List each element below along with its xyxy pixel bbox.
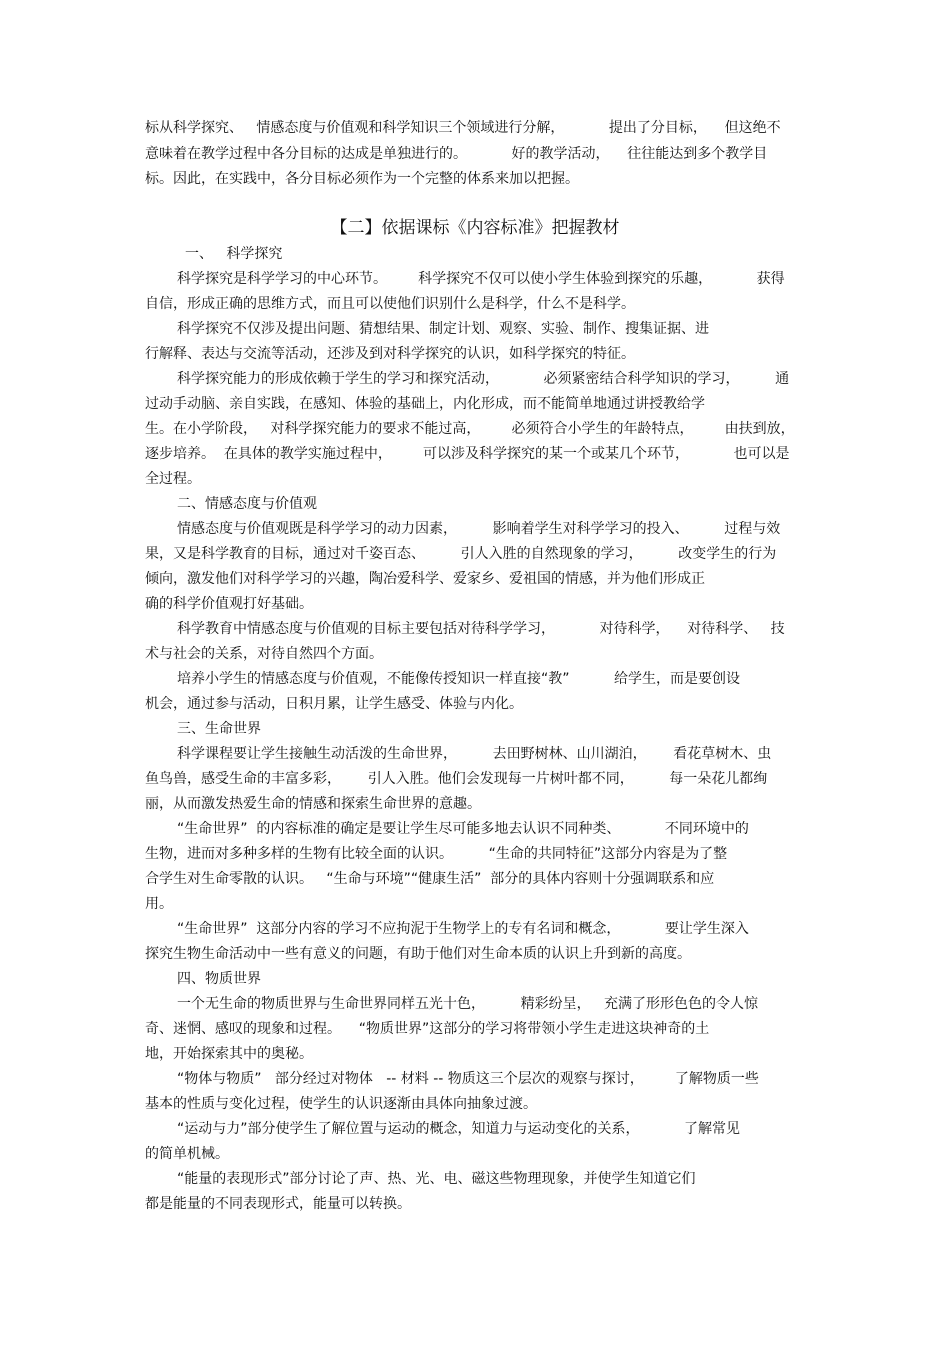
paragraph-line: 科学课程要让学生接触生动活泼的生命世界， 去田野树林、山川湖泊， 看花草树木、虫 [177, 746, 772, 762]
paragraph-line: 的简单机械。 [145, 1146, 229, 1162]
paragraph-line: 自信，形成正确的思维方式，而且可以使他们识别什么是科学，什么不是科学。 [145, 296, 635, 312]
subsection-heading: 四、物质世界 [177, 971, 261, 987]
paragraph-line: 合学生对生命零散的认识。 “生命与环境”“健康生活” 部分的具体内容则十分强调联系和应 [145, 871, 715, 887]
paragraph-line: 标从科学探究、 情感态度与价值观和科学知识三个领域进行分解， 提出了分目标， 但这绝不 [145, 120, 781, 136]
paragraph-line: 逐步培养。 在具体的教学实施过程中， 可以涉及科学探究的某一个或某几个环节， 也可以是 [145, 446, 790, 462]
paragraph-line: 生物，进而对多种多样的生物有比较全面的认识。 “生命的共同特征”这部分内容是为了整 [145, 846, 728, 862]
paragraph-line: “生命世界” 的内容标准的确定是要让学生尽可能多地去认识不同种类、 不同环境中的 [177, 821, 749, 837]
paragraph-line: 术与社会的关系，对待自然四个方面。 [145, 646, 383, 662]
paragraph-line: 过动手动脑、亲自实践，在感知、体验的基础上，内化形成，而不能简单地通过讲授教给学 [145, 396, 705, 412]
paragraph-line: 倾向，激发他们对科学学习的兴趣，陶冶爱科学、爱家乡、爱祖国的情感，并为他们形成正 [145, 571, 705, 587]
paragraph-line: 培养小学生的情感态度与价值观，不能像传授知识一样直接“教” 给学生，而是要创设 [177, 671, 741, 687]
paragraph-line: 都是能量的不同表现形式，能量可以转换。 [145, 1196, 411, 1212]
paragraph-line: 丽，从而激发热爱生命的情感和探索生命世界的意趣。 [145, 796, 481, 812]
paragraph-line: 科学探究是科学学习的中心环节。 科学探究不仅可以使小学生体验到探究的乐趣， 获得 [177, 271, 785, 287]
subsection-heading: 一、 科学探究 [185, 246, 283, 262]
paragraph-line: “物体与物质” 部分经过对物体 -- 材料 -- 物质这三个层次的观察与探讨， 了解物质一些 [177, 1071, 759, 1087]
paragraph-line: 行解释、表达与交流等活动，还涉及到对科学探究的认识，如科学探究的特征。 [145, 346, 635, 362]
paragraph-line: 科学探究能力的形成依赖于学生的学习和探究活动， 必须紧密结合科学知识的学习， 通 [177, 371, 790, 387]
paragraph-line: “生命世界” 这部分内容的学习不应拘泥于生物学上的专有名词和概念， 要让学生深入 [177, 921, 749, 937]
paragraph-line: 果，又是科学教育的目标，通过对千姿百态、 引人入胜的自然现象的学习， 改变学生的行为 [145, 546, 777, 562]
section-title: 【二】依据课标《内容标准》把握教材 [330, 218, 620, 238]
paragraph-line: 一个无生命的物质世界与生命世界同样五光十色， 精彩纷呈， 充满了形形色色的令人惊 [177, 996, 758, 1012]
paragraph-line: 科学教育中情感态度与价值观的目标主要包括对待科学学习， 对待科学， 对待科学、 技 [177, 621, 785, 637]
paragraph-line: 用。 [145, 896, 173, 912]
subsection-heading: 二、情感态度与价值观 [177, 496, 317, 512]
subsection-heading: 三、生命世界 [177, 721, 261, 737]
paragraph-line: 机会，通过参与活动，日积月累，让学生感受、体验与内化。 [145, 696, 523, 712]
paragraph-line: 确的科学价值观打好基础。 [145, 596, 313, 612]
paragraph-line: 意味着在教学过程中各分目标的达成是单独进行的。 好的教学活动， 往往能达到多个教学目 [145, 146, 768, 162]
paragraph-line: 地，开始探索其中的奥秘。 [145, 1046, 313, 1062]
paragraph-line: 情感态度与价值观既是科学学习的动力因素， 影响着学生对科学学习的投入、 过程与效 [177, 521, 781, 537]
paragraph-line: 标。因此，在实践中，各分目标必须作为一个完整的体系来加以把握。 [145, 171, 579, 187]
paragraph-line: 鱼鸟兽，感受生命的丰富多彩， 引人入胜。他们会发现每一片树叶都不同， 每一朵花儿都绚 [145, 771, 768, 787]
paragraph-line: 奇、迷惘、感叹的现象和过程。 “物质世界”这部分的学习将带领小学生走进这块神奇的土 [145, 1021, 710, 1037]
paragraph-line: “运动与力”部分使学生了解位置与运动的概念，知道力与运动变化的关系， 了解常见 [177, 1121, 741, 1137]
paragraph-line: 科学探究不仅涉及提出问题、猜想结果、制定计划、观察、实验、制作、搜集证据、进 [177, 321, 709, 337]
paragraph-line: 生。在小学阶段， 对科学探究能力的要求不能过高， 必须符合小学生的年龄特点， 由扶到放， [145, 421, 795, 437]
paragraph-line: 基本的性质与变化过程，使学生的认识逐渐由具体向抽象过渡。 [145, 1096, 537, 1112]
paragraph-line: “能量的表现形式”部分讨论了声、热、光、电、磁这些物理现象，并使学生知道它们 [177, 1171, 696, 1187]
paragraph-line: 探究生物生命活动中一些有意义的问题，有助于他们对生命本质的认识上升到新的高度。 [145, 946, 691, 962]
paragraph-line: 全过程。 [145, 471, 201, 487]
